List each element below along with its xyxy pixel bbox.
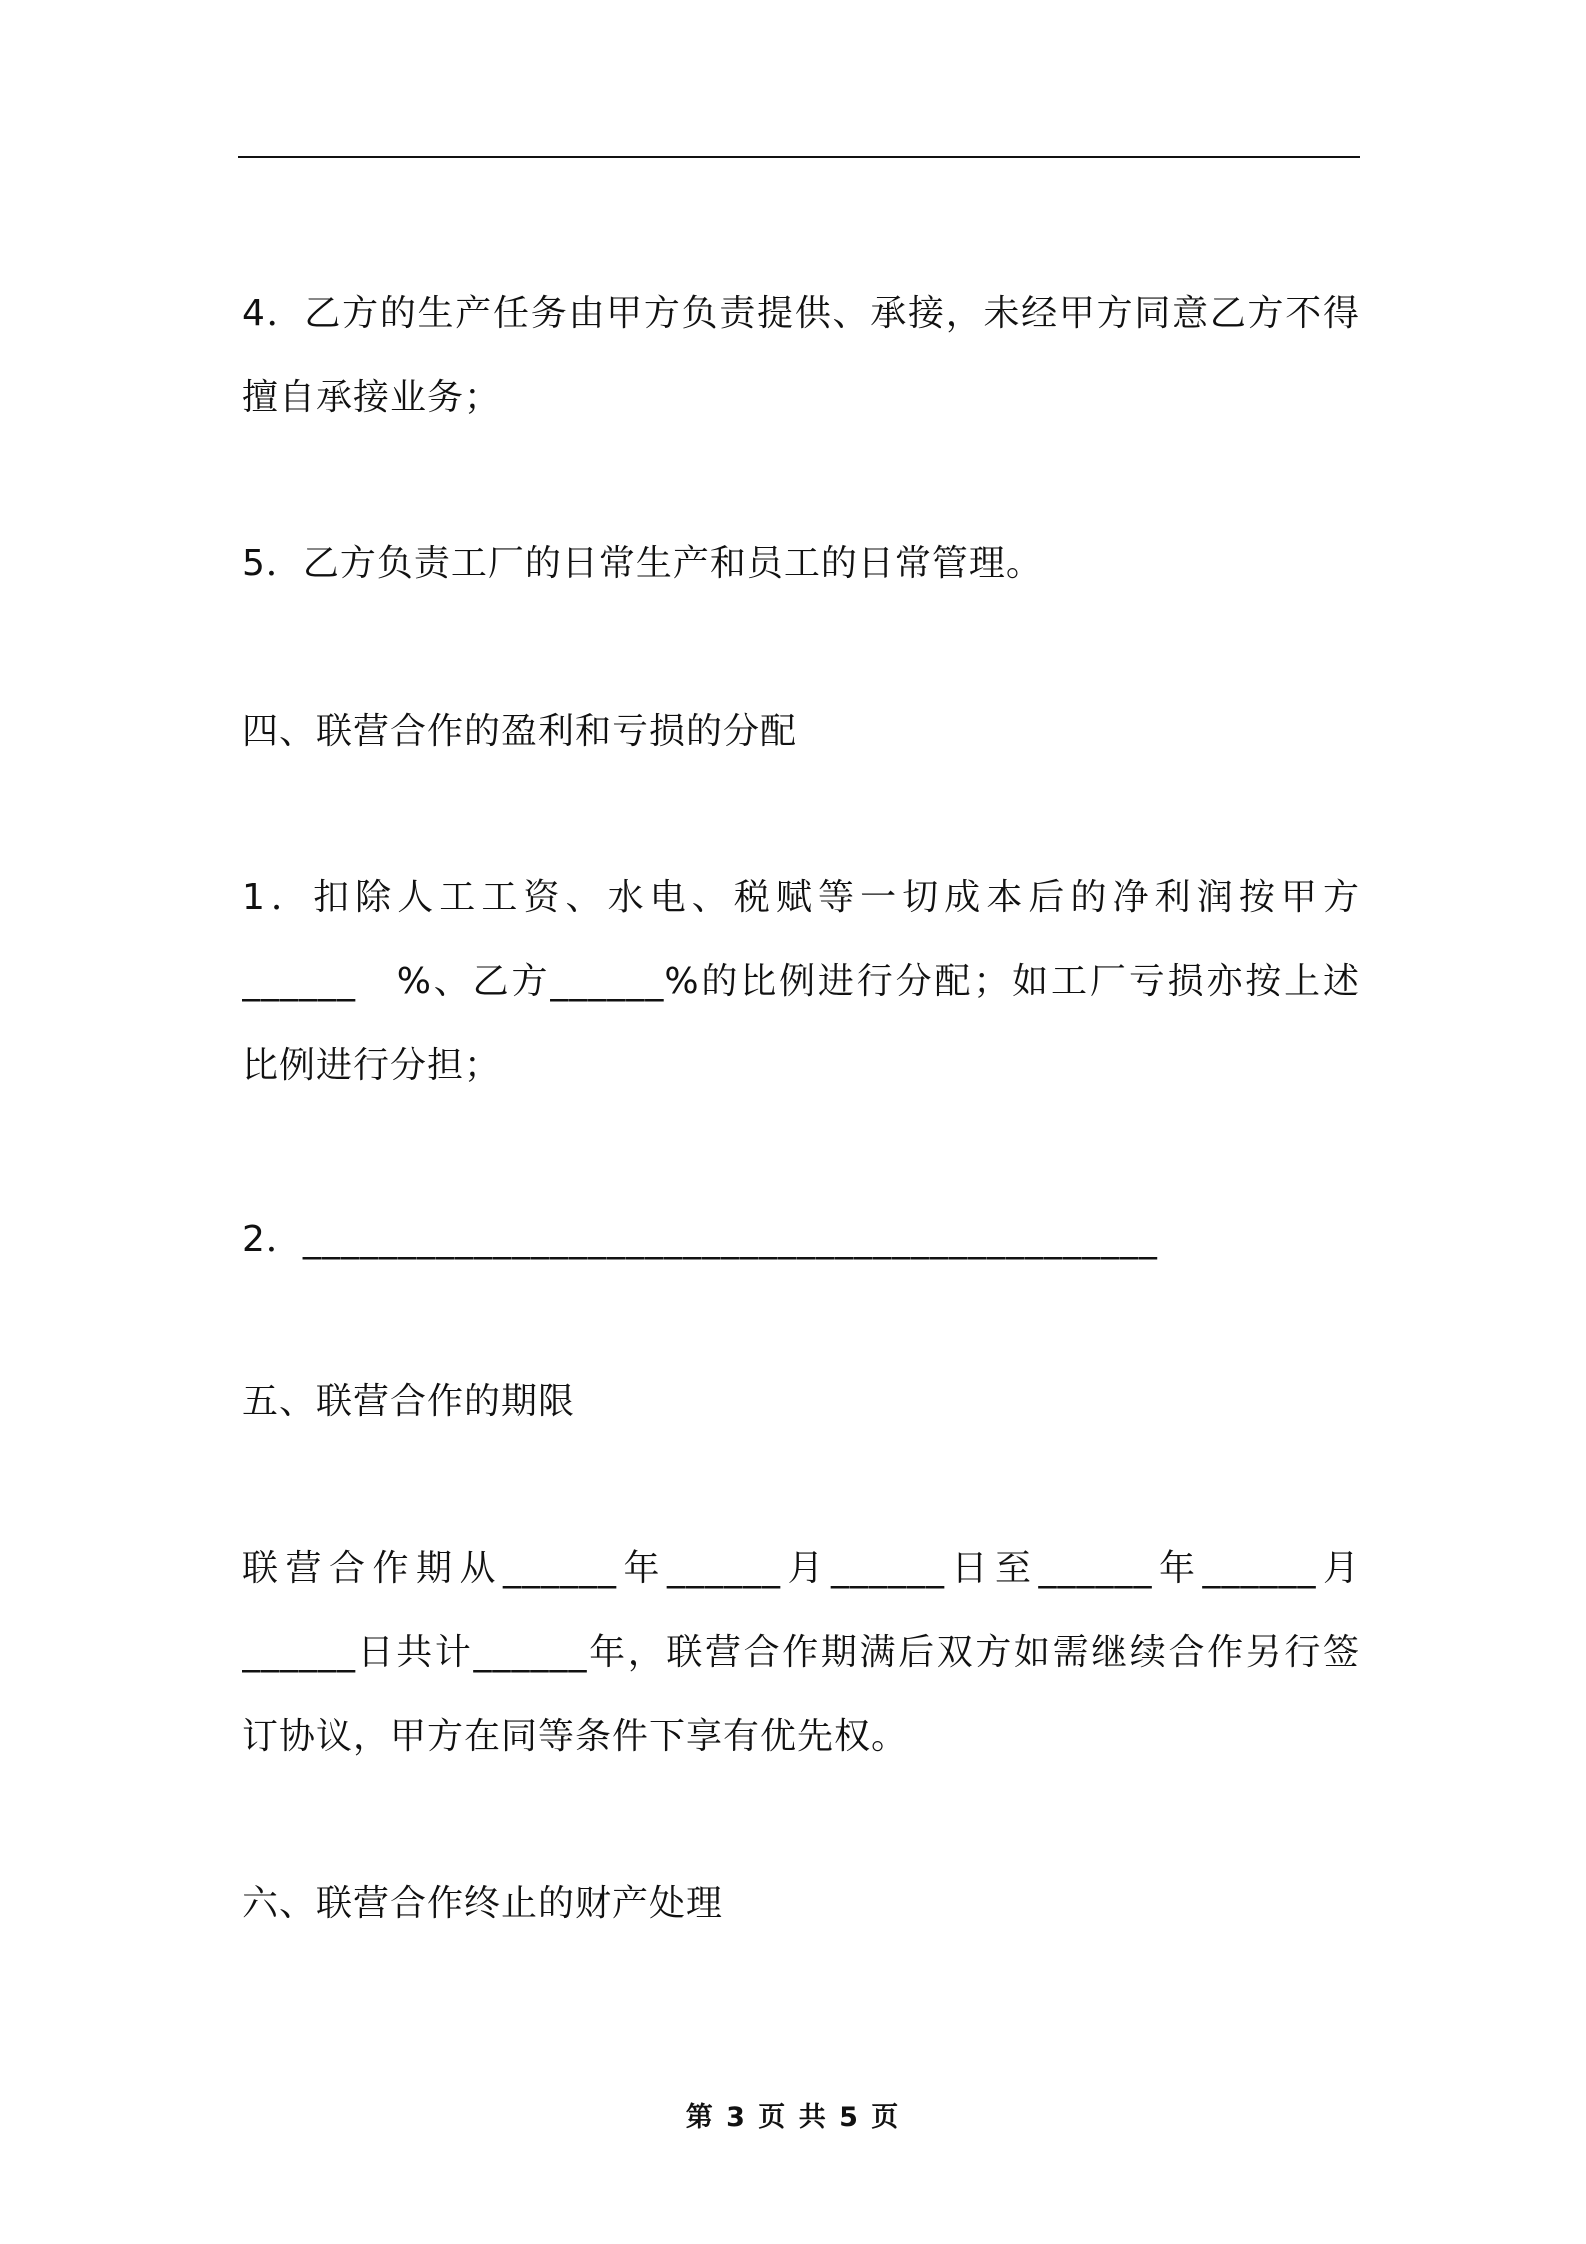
clause-4 [242,272,1360,440]
section-5-body-line-2: ______日共计______年，联营合作期满后双方如需继续合作另行签 [242,1632,1360,1673]
section-6-heading [242,1862,1360,1946]
section-4-heading [242,690,1360,774]
section-6-heading-text: 六、联营合作终止的财产处理 [242,1883,724,1924]
page-number-footer: 第 3 页 共 5 页 [685,2102,901,2133]
header-rule [238,156,1360,158]
clause-4-line-1: 4．乙方的生产任务由甲方负责提供、承接，未经甲方同意乙方不得 [242,293,1360,334]
clause-5-text: 5．乙方负责工厂的日常生产和员工的日常管理。 [242,543,1043,584]
section-4-item-1-line-3: 比例进行分担； [242,1045,502,1086]
section-5-body [242,1527,1360,1779]
section-4-item-2 [242,1198,1360,1282]
section-4-heading-text: 四、联营合作的盈利和亏损的分配 [242,711,798,752]
section-5-body-line-1: 联营合作期从______年______月______日至______年______月 [242,1548,1360,1589]
section-4-item-1-line-1: 1．扣除人工工资、水电、税赋等一切成本后的净利润按甲方 [242,877,1360,918]
section-4-item-1 [242,856,1360,1108]
section-5-body-line-3: 订协议，甲方在同等条件下享有优先权。 [242,1716,909,1757]
section-5-heading [242,1360,1360,1444]
section-5-heading-text: 五、联营合作的期限 [242,1381,576,1422]
section-4-item-2-text: 2．_____________________________________________ [242,1219,1158,1260]
clause-5 [242,522,1360,606]
clause-4-line-2: 擅自承接业务； [242,377,502,418]
section-4-item-1-line-2: ______ %、乙方______%的比例进行分配；如工厂亏损亦按上述 [242,961,1360,1002]
